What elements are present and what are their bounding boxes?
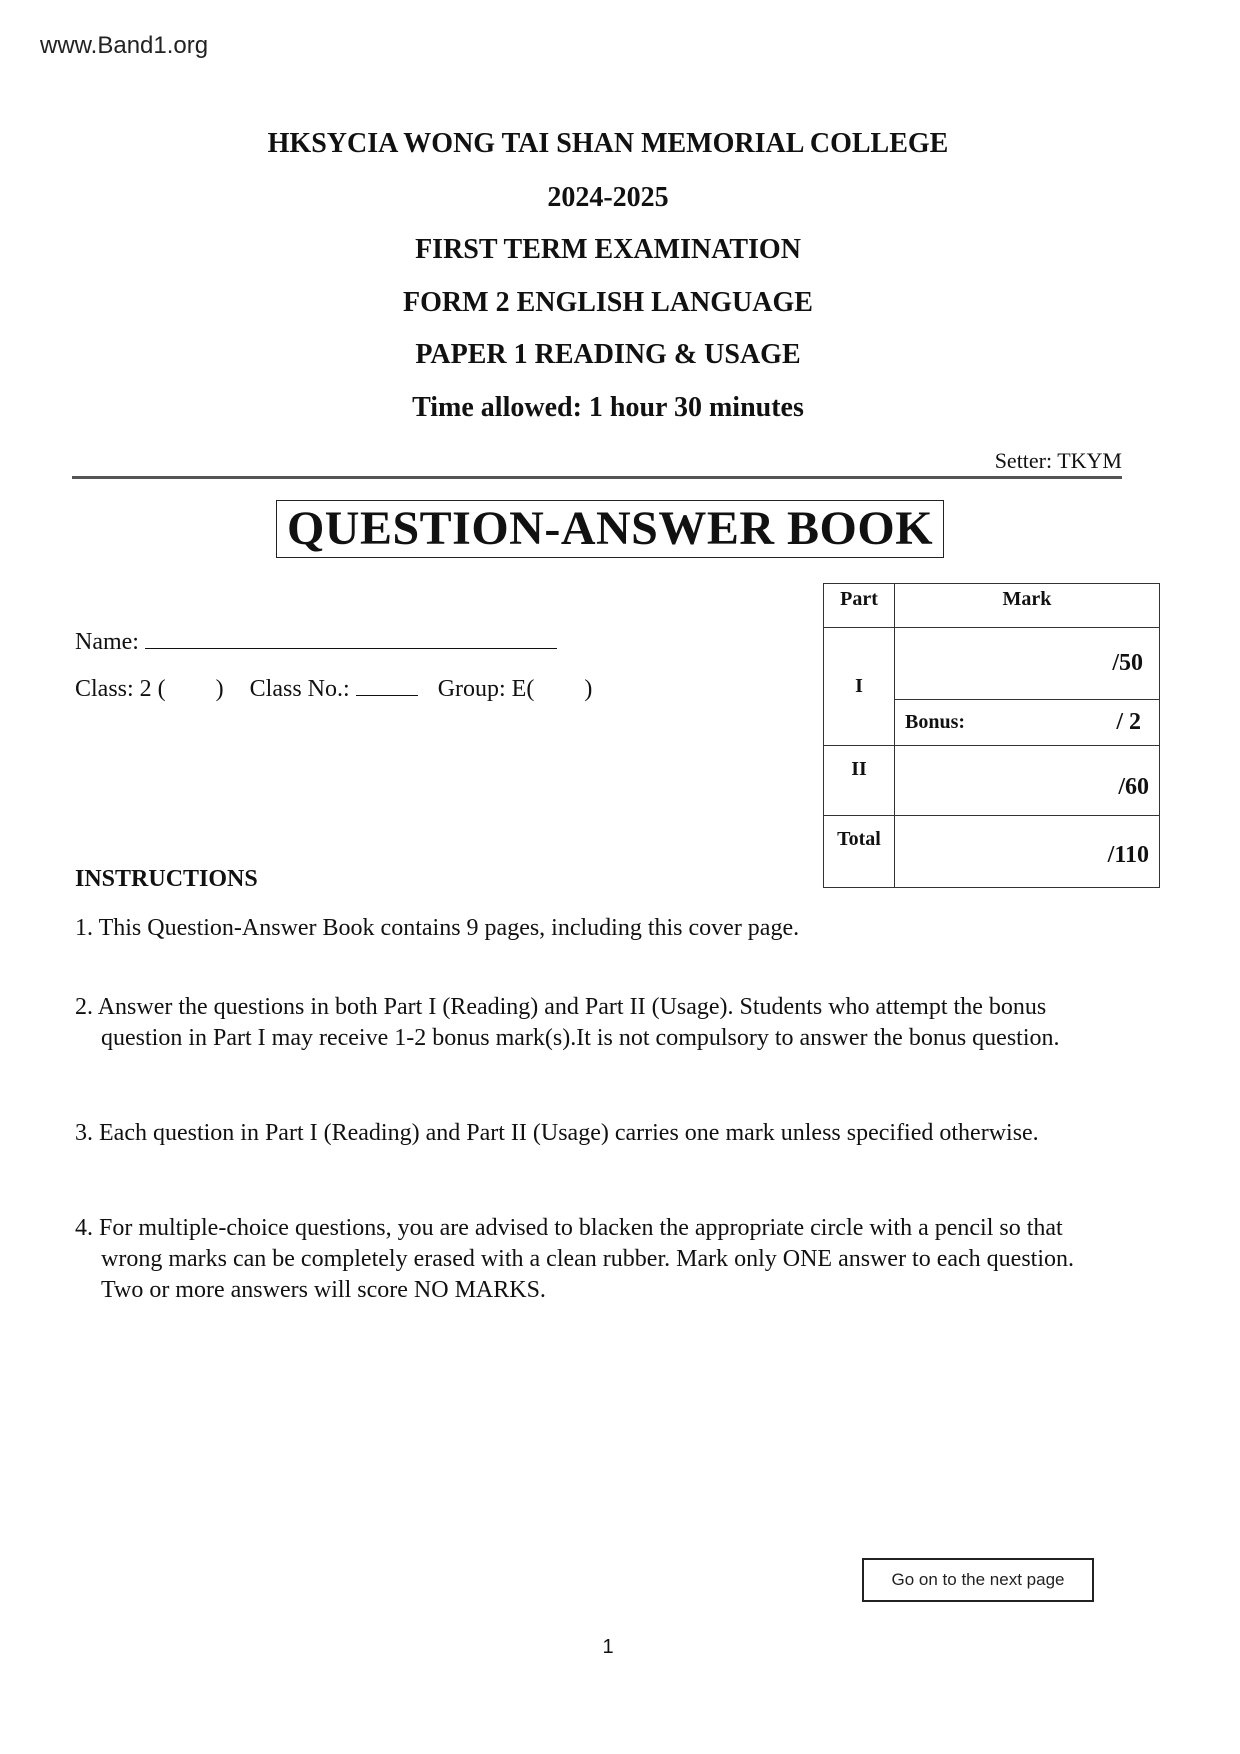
class-close: ): [215, 676, 224, 702]
group-label: Group: E(: [437, 676, 535, 702]
exam-name: FIRST TERM EXAMINATION: [415, 234, 801, 265]
total-label: Total: [824, 816, 895, 888]
instruction-line: Two or more answers will score NO MARKS.: [101, 1277, 546, 1303]
instruction-item: [75, 913, 1135, 944]
subject-name: FORM 2 ENGLISH LANGUAGE: [403, 287, 813, 318]
instruction-number: 4.: [75, 1215, 93, 1241]
part1-mark: /50: [895, 628, 1160, 700]
instruction-number: 1.: [75, 915, 93, 941]
header-mark: Mark: [895, 584, 1160, 628]
name-label: Name:: [75, 629, 139, 655]
instruction-line: For multiple-choice questions, you are advised to blacken the appropriate circle with a pencil so that: [99, 1215, 1063, 1241]
header-part: Part: [824, 584, 895, 628]
academic-year: 2024-2025: [547, 182, 669, 213]
bonus-cell: [895, 700, 1160, 746]
instruction-item: [75, 1118, 1135, 1149]
setter-label: Setter: TKYM: [994, 448, 1122, 473]
bonus-label: Bonus:: [905, 711, 966, 733]
bonus-mark: / 2: [1116, 709, 1141, 735]
instructions-title: INSTRUCTIONS: [75, 866, 258, 892]
part1-label: I: [824, 628, 895, 746]
name-field: [75, 629, 557, 656]
page-number: 1: [602, 1636, 614, 1658]
marks-table: [823, 583, 1160, 888]
instruction-line: Answer the questions in both Part I (Reading) and Part II (Usage). Students who attempt the bonus: [97, 994, 1047, 1020]
instruction-line: question in Part I may receive 1-2 bonus mark(s).It is not compulsory to answer the bonus question.: [101, 1025, 1060, 1051]
watermark-url: www.Band1.org: [40, 32, 209, 59]
class-label: Class: 2 (: [75, 676, 166, 702]
time-allowed: Time allowed: 1 hour 30 minutes: [412, 392, 804, 423]
instruction-line: wrong marks can be completely erased with a clean rubber. Mark only ONE answer to each question.: [101, 1246, 1075, 1272]
instruction-item: [75, 992, 1135, 1054]
name-input-line[interactable]: [145, 648, 557, 649]
part2-label: II: [824, 746, 895, 816]
class-no-input-line[interactable]: [356, 695, 418, 696]
instruction-item: [75, 1213, 1135, 1306]
group-close: ): [584, 676, 593, 702]
book-title: QUESTION-ANSWER BOOK: [276, 500, 944, 558]
school-name: HKSYCIA WONG TAI SHAN MEMORIAL COLLEGE: [267, 128, 949, 159]
instruction-number: 2.: [75, 994, 93, 1020]
total-mark: /110: [895, 816, 1160, 888]
class-no-label: Class No.:: [249, 676, 350, 702]
paper-name: PAPER 1 READING & USAGE: [415, 339, 801, 370]
instruction-line: Each question in Part I (Reading) and Part II (Usage) carries one mark unless specified otherwise.: [99, 1120, 1039, 1146]
class-field-row: [75, 676, 592, 703]
instruction-line: This Question-Answer Book contains 9 pages, including this cover page.: [98, 915, 800, 941]
part2-mark: /60: [895, 746, 1160, 816]
instruction-number: 3.: [75, 1120, 93, 1146]
next-page-box: Go on to the next page: [862, 1558, 1094, 1602]
header-divider: [72, 476, 1122, 479]
